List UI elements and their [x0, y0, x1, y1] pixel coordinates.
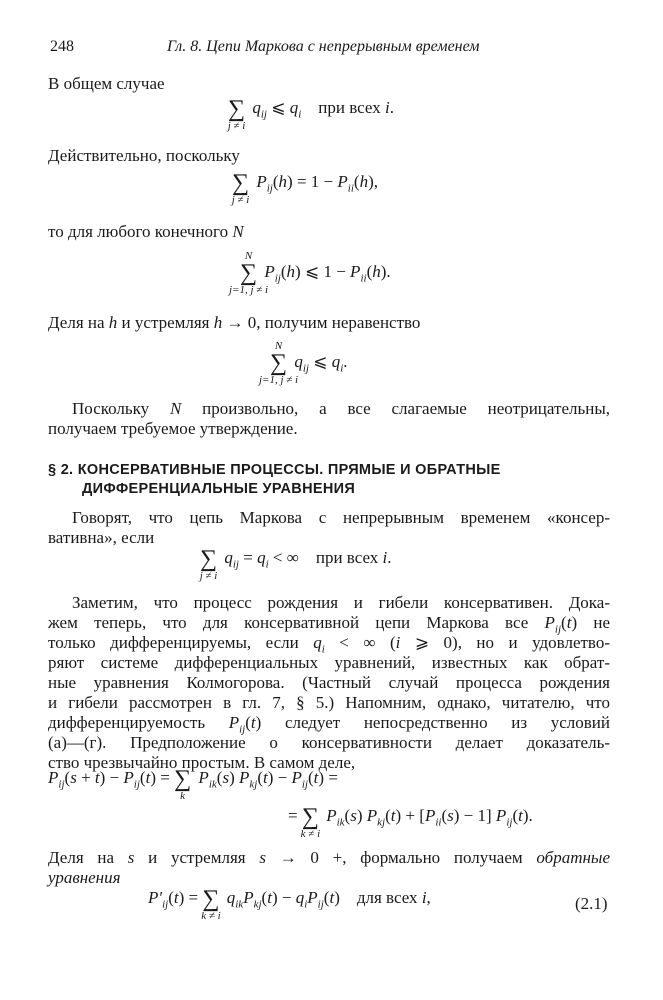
paragraph-line: Заметим, что процесс рождения и гибели консервативен. Дока-: [72, 593, 610, 612]
section-heading: ДИФФЕРЕНЦИАЛЬНЫЕ УРАВНЕНИЯ: [82, 481, 356, 497]
paragraph-line: ные уравнения Колмогорова. (Частный случай процесса рождения: [48, 673, 610, 692]
equation: N ∑ j=1, j ≠ i $q_{ij}$ ⩽ $q_i$.: [258, 340, 348, 387]
section-heading: § 2. КОНСЕРВАТИВНЫЕ ПРОЦЕССЫ. ПРЯМЫЕ И ОБРАТНЫЕ: [48, 462, 501, 478]
paragraph-line: и гибели рассмотрен в гл. 7, § 5.) Напомним, однако, читателю, что: [48, 693, 610, 712]
equation: ∑ j ≠ i $P_{ij}(h) = 1 - P_{ii}(h)$,: [231, 170, 378, 207]
equation: $P'_{ij}(t)$ = ∑ k ≠ i $q_{ik}P_{kj}(t) - q_iP_{ij}(t)$ для всех i,: [148, 886, 431, 923]
paragraph-line: уравнения: [48, 868, 121, 887]
paragraph-line: только дифференцируемы, если $q_i$ < ∞ (i ⩾ 0), но и удовлетво-: [48, 633, 610, 656]
equation: N ∑ j=1, j ≠ i $P_{ij}(h)$ ⩽ $1 - P_{ii}(h)$.: [228, 250, 391, 297]
paragraph-line: дифференцируемость $P_{ij}(t)$ следует непосредственно из условий: [48, 713, 610, 736]
paragraph-line: ство чрезвычайно простым. В самом деле,: [48, 753, 356, 772]
paragraph-line: (а)—(г). Предположение о консервативности делает доказатель-: [48, 733, 610, 752]
paragraph-line: В общем случае: [48, 74, 165, 93]
paragraph-line: Говорят, что цепь Маркова с непрерывным временем «консер-: [72, 508, 610, 527]
paragraph-line: получаем требуемое утверждение.: [48, 419, 298, 438]
equation: ∑ j ≠ i $q_{ij}$ ⩽ $q_i$ при всех i.: [227, 96, 394, 133]
paragraph-line: то для любого конечного N: [48, 222, 244, 241]
running-head: Гл. 8. Цепи Маркова с непрерывным временем: [167, 38, 480, 55]
paragraph-line: жем теперь, что для консервативной цепи Маркова все $P_{ij}(t)$ не: [48, 613, 610, 636]
page-number: 248: [50, 38, 74, 55]
equation: = ∑ k ≠ i $P_{ik}(s) P_{kj}(t) + [P_{ii}(s) - 1]$ $P_{ij}(t)$.: [288, 804, 533, 841]
equation-number: (2.1): [575, 894, 608, 913]
paragraph-line: Деля на h и устремляя h → 0, получим неравенство: [48, 313, 421, 332]
equation: ∑ j ≠ i $q_{ij} = q_i$ < ∞ при всех i.: [199, 546, 392, 583]
paragraph-line: Поскольку N произвольно, а все слагаемые неотрицательны,: [72, 399, 610, 418]
paragraph-line: ряют системе дифференциальных уравнений, известных как обрат-: [48, 653, 610, 672]
equation: $P_{ij}(s + t) - P_{ij}(t)$ = ∑ k $P_{ik}(s) P_{kj}(t) - P_{ij}(t)$ =: [48, 766, 338, 803]
paragraph-line: вативна», если: [48, 528, 155, 547]
paragraph-line: Действительно, поскольку: [48, 146, 240, 165]
paragraph-line: Деля на s и устремляя s → 0 +, формально получаем обратные: [48, 848, 610, 867]
